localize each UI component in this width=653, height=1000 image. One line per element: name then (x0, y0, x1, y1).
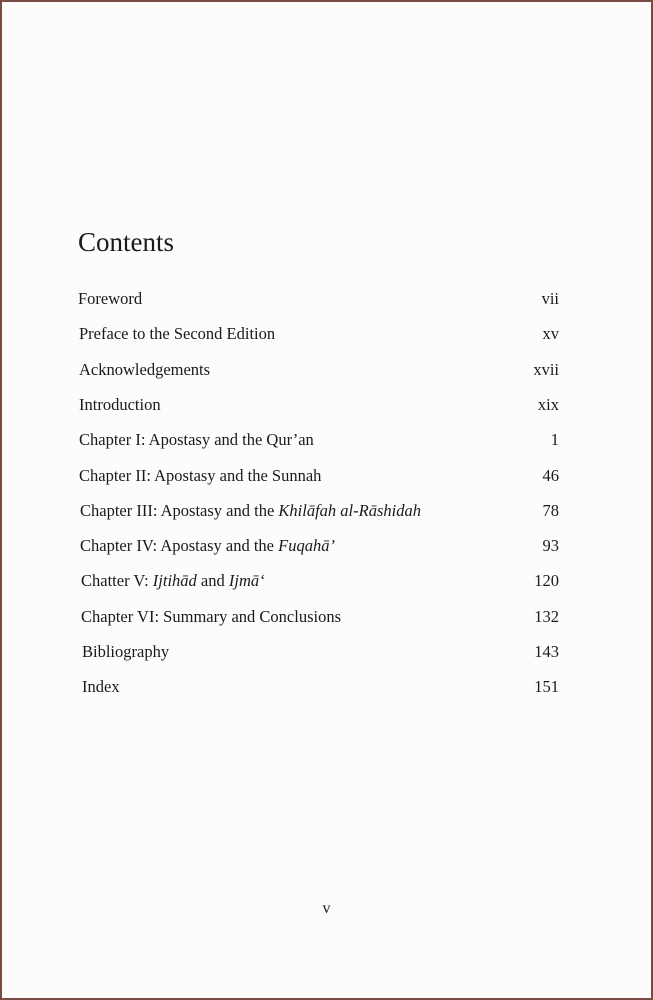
toc-entry (2, 461, 651, 491)
toc-entry-title (82, 672, 120, 702)
toc-title-part: Preface to the Second Edition (79, 324, 276, 344)
toc-entry (2, 319, 651, 349)
toc-entry-title (79, 425, 314, 455)
toc-entry-page: xix (537, 394, 559, 414)
toc-entry (2, 496, 651, 526)
toc-entry-page: 143 (534, 642, 559, 661)
toc-entry-page: 93 (542, 536, 559, 556)
toc-title-italic-part: Fuqahā’ (278, 536, 335, 556)
toc-title-part: Bibliography (82, 642, 170, 661)
toc-entry-title (79, 461, 321, 491)
toc-entry-page: 151 (534, 677, 559, 697)
toc-entry (2, 390, 651, 420)
toc-title-part: Chapter I: Apostasy and the Qur’an (79, 430, 314, 450)
toc-title-italic-part: Khilāfah al-Rāshidah (278, 500, 421, 520)
toc-entry (2, 637, 651, 667)
toc-entry (2, 602, 651, 632)
toc-entry-page: 78 (542, 500, 559, 520)
toc-entry (2, 672, 651, 702)
toc-entry (2, 531, 651, 561)
toc-title-part: Index (82, 677, 120, 697)
page-number: v (322, 900, 331, 917)
toc-title-italic-part: Ijmā‘ (228, 571, 265, 591)
toc-entry-page: 132 (534, 606, 559, 626)
contents-heading: Contents (78, 227, 175, 257)
toc-entry (2, 425, 651, 455)
toc-entry (2, 284, 651, 314)
toc-entry-title (80, 496, 421, 526)
toc-entry-page: xv (542, 324, 559, 344)
toc-entry-page: xvii (533, 359, 559, 379)
toc-entry-page: 46 (542, 465, 559, 485)
toc-title-part: Chatter V: (81, 571, 153, 591)
toc-entry-page: 120 (534, 571, 559, 591)
toc-entry-title (79, 355, 210, 385)
toc-entry-title (79, 319, 275, 349)
toc-title-part: Chapter VI: Summary and Conclusions (81, 606, 342, 626)
toc-title-part: Introduction (79, 394, 161, 414)
toc-entry-title (82, 637, 169, 667)
toc-entry-title (79, 390, 161, 420)
toc-entry-page: vii (541, 289, 559, 308)
toc-title-part: Foreword (78, 289, 143, 308)
toc-entry-title (81, 602, 341, 632)
toc-title-part: Acknowledgements (79, 359, 211, 379)
toc-entry-title (78, 284, 142, 314)
toc-title-part: Chapter II: Apostasy and the Sunnah (79, 465, 322, 485)
toc-title-italic-part: Ijtihād (152, 571, 197, 591)
toc-entry (2, 355, 651, 385)
toc-entry-title (81, 566, 265, 596)
toc-entry-title (80, 531, 335, 561)
toc-title-part: Chapter III: Apostasy and the (80, 500, 279, 520)
toc-entry (2, 566, 651, 596)
toc-title-part: Chapter IV: Apostasy and the (80, 536, 279, 556)
toc-entry-page: 1 (550, 430, 559, 450)
toc-title-part: and (196, 571, 229, 591)
